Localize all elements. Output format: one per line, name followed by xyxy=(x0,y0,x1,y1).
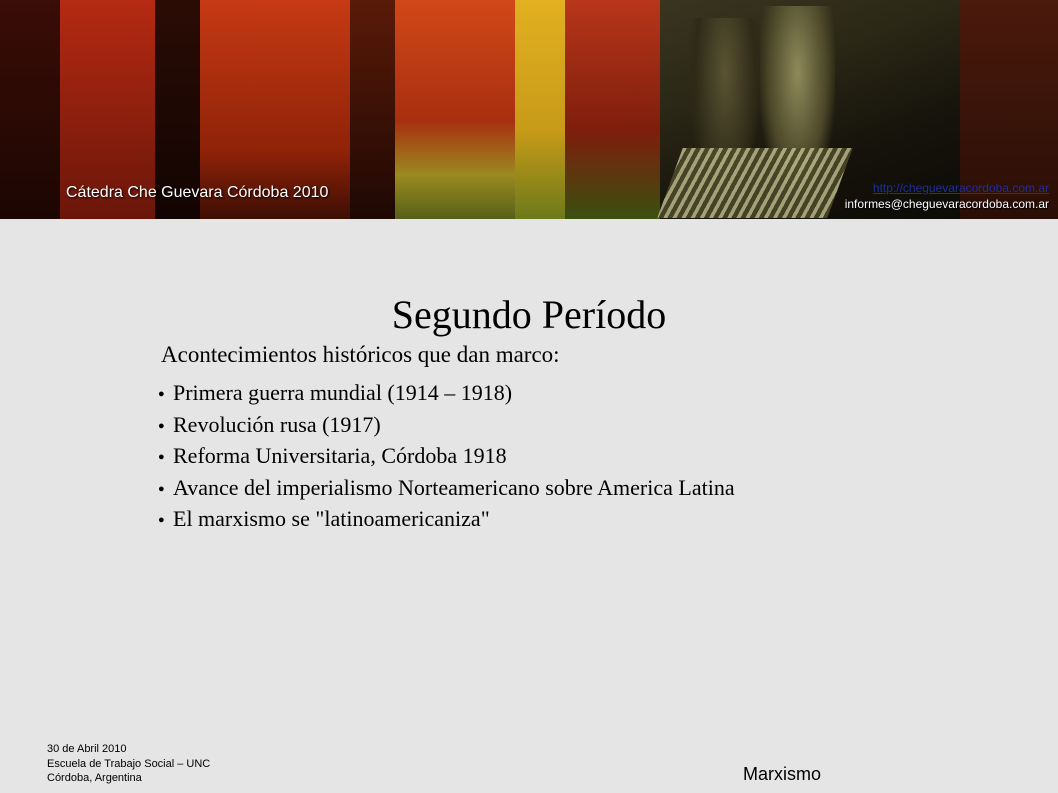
banner-caption: Cátedra Che Guevara Córdoba 2010 xyxy=(66,184,329,201)
contact-email: informes@cheguevaracordoba.com.ar xyxy=(844,197,1049,211)
list-item: ● El marxismo se "latinoamericaniza" xyxy=(158,503,735,535)
bullet-icon: ● xyxy=(158,482,165,495)
website-link[interactable]: http://cheguevaracordoba.com.ar xyxy=(872,181,1049,195)
footer-school: Escuela de Trabajo Social – UNC xyxy=(47,757,211,770)
footer-info xyxy=(47,742,210,786)
bullet-list xyxy=(158,377,735,535)
footer-date: 30 de Abril 2010 xyxy=(47,743,127,755)
bullet-icon: ● xyxy=(158,514,165,527)
bullet-icon: ● xyxy=(158,451,165,464)
contact-block xyxy=(845,180,1049,212)
bullet-icon: ● xyxy=(158,419,165,432)
footer-place: Córdoba, Argentina xyxy=(47,772,142,784)
list-item: ● Avance del imperialismo Norteamericano sobre America Latina xyxy=(158,472,735,504)
header-banner xyxy=(0,0,1058,219)
footer-topic: Marxismo xyxy=(743,764,822,784)
list-item: ● Reforma Universitaria, Córdoba 1918 xyxy=(158,440,735,472)
list-item: ● Primera guerra mundial (1914 – 1918) xyxy=(158,377,735,409)
list-item: ● Revolución rusa (1917) xyxy=(158,409,735,441)
bullet-icon: ● xyxy=(158,388,165,401)
slide-intro: Acontecimientos históricos que dan marco: xyxy=(161,342,560,367)
slide-title: Segundo Período xyxy=(391,292,667,337)
